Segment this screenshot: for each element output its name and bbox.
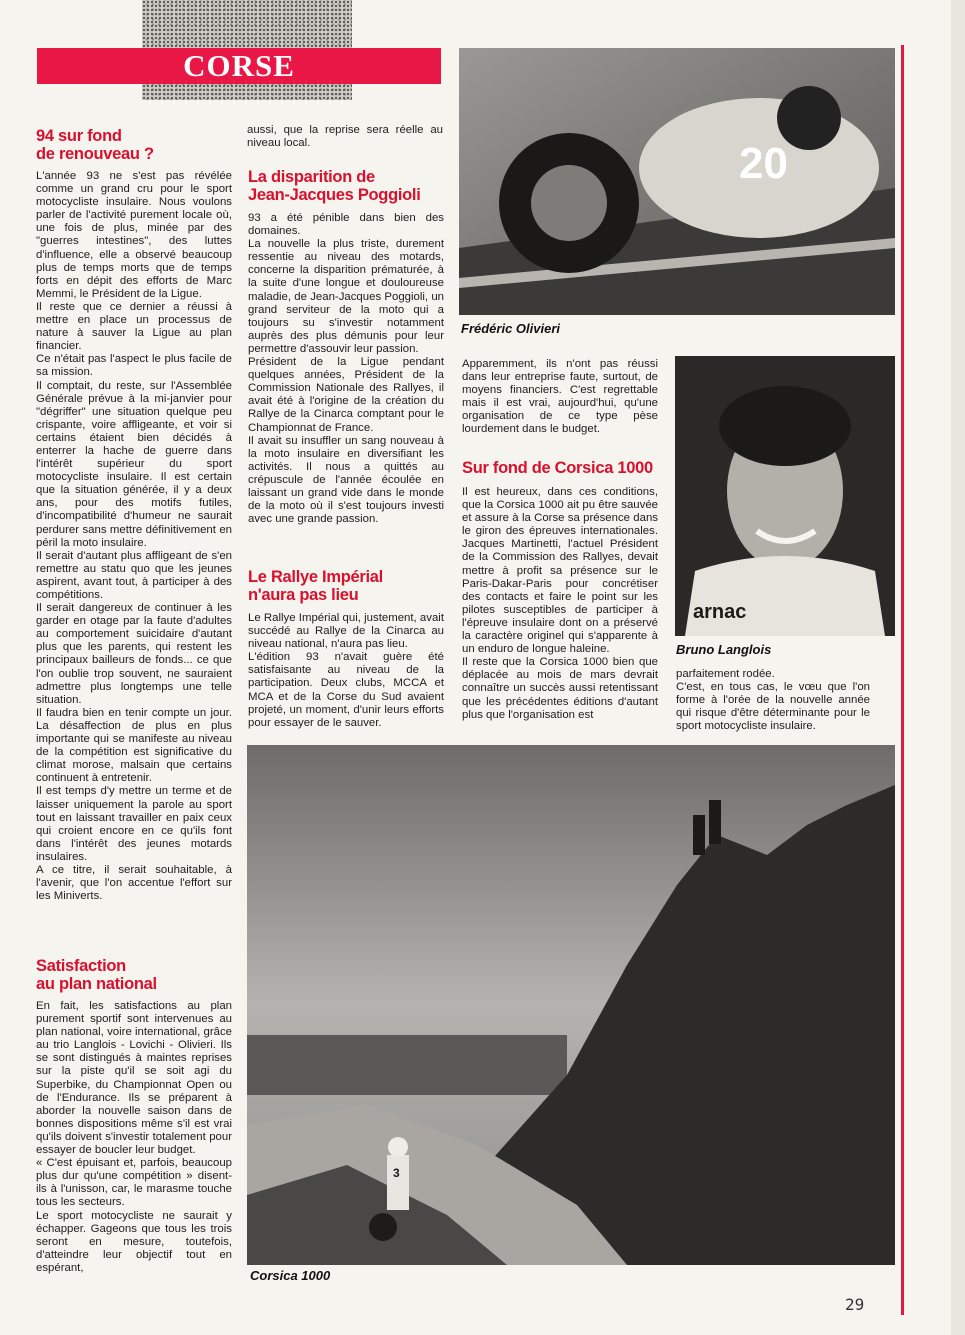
svg-text:20: 20 <box>739 139 788 188</box>
article-5-continuation: parfaitement rodée. C'est, en tous cas, le vœu que l'on forme à l'orée de la nouvelle année qui risque d'être déterminante pour le sport motocycliste insulaire. <box>676 668 870 733</box>
article-4-heading: Le Rallye Impérial n'aura pas lieu <box>248 568 383 604</box>
racing-motorcycle-photo <box>459 48 895 315</box>
article-2-heading: Satisfaction au plan national <box>36 957 157 993</box>
article-3-heading: La disparition de Jean-Jacques Poggioli <box>248 168 421 204</box>
section-title: CORSE <box>183 48 295 83</box>
section-band <box>37 48 441 84</box>
article-5-body: Il est heureux, dans ces conditions, que la Corsica 1000 ait pu être sauvée et assure à la Corse sa présence dans le giron des épreuves internationales. Jacques Martinetti, l'actuel Président de la Commission des Rallyes, devait mettre à profit sa présence sur le Paris-Dakar-Paris pour concrétiser des contacts et faire le point sur les pilotes susceptibles de participer à l'épreuve insulaire dont on a préservé la caractère originel qui s'apparente à un enduro de longue haleine. Il reste que la Corsica 1000 bien que déplacée au mois de mars devrait connaître un succès aussi retentissant que les précédentes éditions d'autant plus que l'organisation est <box>462 486 658 721</box>
article-4-body: Le Rallye Impérial qui, justement, avait succédé au Rallye de la Cinarca au niveau national, n'aura pas lieu. L'édition 93 n'avait guère été satisfaisante au niveau de la participation. Deux clubs, MCCA et MCA et de la Corse du Sud avaient projeté, un moment, d'unir leurs efforts pour essayer de le sauver. <box>248 612 444 729</box>
photo-caption-olivieri: Frédéric Olivieri <box>461 321 560 336</box>
page-edge <box>951 0 965 1335</box>
photo-caption-langlois: Bruno Langlois <box>676 642 772 657</box>
article-1-heading: 94 sur fond de renouveau ? <box>36 127 154 163</box>
article-3-body: 93 a été pénible dans bien des domaines. La nouvelle la plus triste, durement ressentie au niveau des motards, concerne la disparition prématurée, à la suite d'une longue et douloureuse maladie, de Jean-Jacques Poggioli, un grand serviteur de la moto qui a toujours su s'investir notamment auprès des plus démunis pour leur permettre d'assouvir leur passion. Président de la Ligue pendant quelques années, Président de la Commission Nationale des Rallyes, il avait été à l'origine de la création du Rallye de la Cinarca comptant pour le Championnat de France. Il avait su insuffler un sang nouveau à la moto insulaire en diversifiant les activités. Il nous a quittés au crépuscule de l'année écoulée en laissant un grand vide dans le monde de la moto où il s'est toujours investi avec une grande passion. <box>248 212 444 526</box>
vertical-accent-rule <box>901 45 904 1315</box>
article-4-continuation: Apparemment, ils n'ont pas réussi dans leur entreprise faute, surtout, de moyens financiers. C'est regrettable mais il est vrai, aujourd'hui, qu'une organisation de ce type pèse lourdement dans le budget. <box>462 358 658 436</box>
svg-text:arnac: arnac <box>693 601 747 623</box>
article-2-body: En fait, les satisfactions au plan purement sportif sont intervenues au plan national, voire international, grâce au trio Langlois - Lovichi - Olivieri. Ils se sont distingués à maintes reprises sur la piste qu'il se soit agi du Superbike, du Championnat Open ou de l'Endurance. Ils se préparent à aborder la nouvelle saison dans de bonnes dispositions même s'il est vrai qu'ils doivent s'investir totalement pour essayer de boucler leur budget. « C'est épuisant et, parfois, beaucoup plus dur qu'une compétition » disent-ils à l'unisson, car, le marasme touche tous les secteurs. Le sport motocycliste ne saurait y échapper. Gageons que tous les trois seront en mesure, toutefois, d'atteindre leur objectif tout en espérant, <box>36 1000 232 1274</box>
enduro-coast-photo <box>247 745 895 1265</box>
article-5-heading: Sur fond de Corsica 1000 <box>462 459 653 477</box>
rider-portrait-photo <box>675 356 895 636</box>
bib-number: 3 <box>393 1166 400 1180</box>
article-1-body: L'année 93 ne s'est pas révélée comme un grand cru pour le sport motocycliste insulaire. Nous voulons parler de l'activité purement locale où, une fois de plus, minée par des "guerres intestines", des luttes d'influence, elle a observé beaucoup plus de temps morts que de temps forts en dépit des efforts de Marc Memmi, le Président de la Ligue. Il reste que ce dernier a réussi à mettre en place un processus de nature à sauver la Ligue au plan financier. Ce n'était pas l'aspect le plus facile de sa mission. Il comptait, du reste, sur l'Assemblée Générale prévue à la mi-janvier pour "dégriffer" une situation quelque peu crispante, voire affligeante, et voir si certains étaient bien décidés à enterrer la hache de guerre dans l'intérêt supérieur du sport motocycliste insulaire. Il est certain que la situation générée, il y a deux ans, pour des motifs futiles, d'incompatibilité d'humeur ne saurait perdurer sans mettre définitivement en péril la moto insulaire. Il serait d'autant plus affligeant de s'en remettre au statu quo que les jeunes aspirent, avant tout, à participer à des compétitions. Il serait dangereux de continuer à les garder en otage par la faute d'adultes au comportement suicidaire d'autant plus que les parents, qui restent les principaux bailleurs de fonds... ce que l'on oublie trop souvent, ne sauraient admettre plus longtemps une telle situation. Il faudra bien en tenir compte un jour. La désaffection de plus en plus importante qui se manifeste au niveau de la compétition est significative du climat morose, malsain que certains continuent à entretenir. Il est temps d'y mettre un terme et de laisser uniquement la parole au sport tout en laissant travailler en paix ceux qui croient encore en ce qu'ils font dans l'intérêt des jeunes motards insulaires. A ce titre, il serait souhaitable, à l'avenir, que l'on accentue l'effort sur les Miniverts. <box>36 170 232 903</box>
article-2-continuation: aussi, que la reprise sera réelle au niveau local. <box>247 124 443 150</box>
photo-caption-corsica: Corsica 1000 <box>250 1268 331 1283</box>
page-number: 29 <box>845 1295 865 1314</box>
